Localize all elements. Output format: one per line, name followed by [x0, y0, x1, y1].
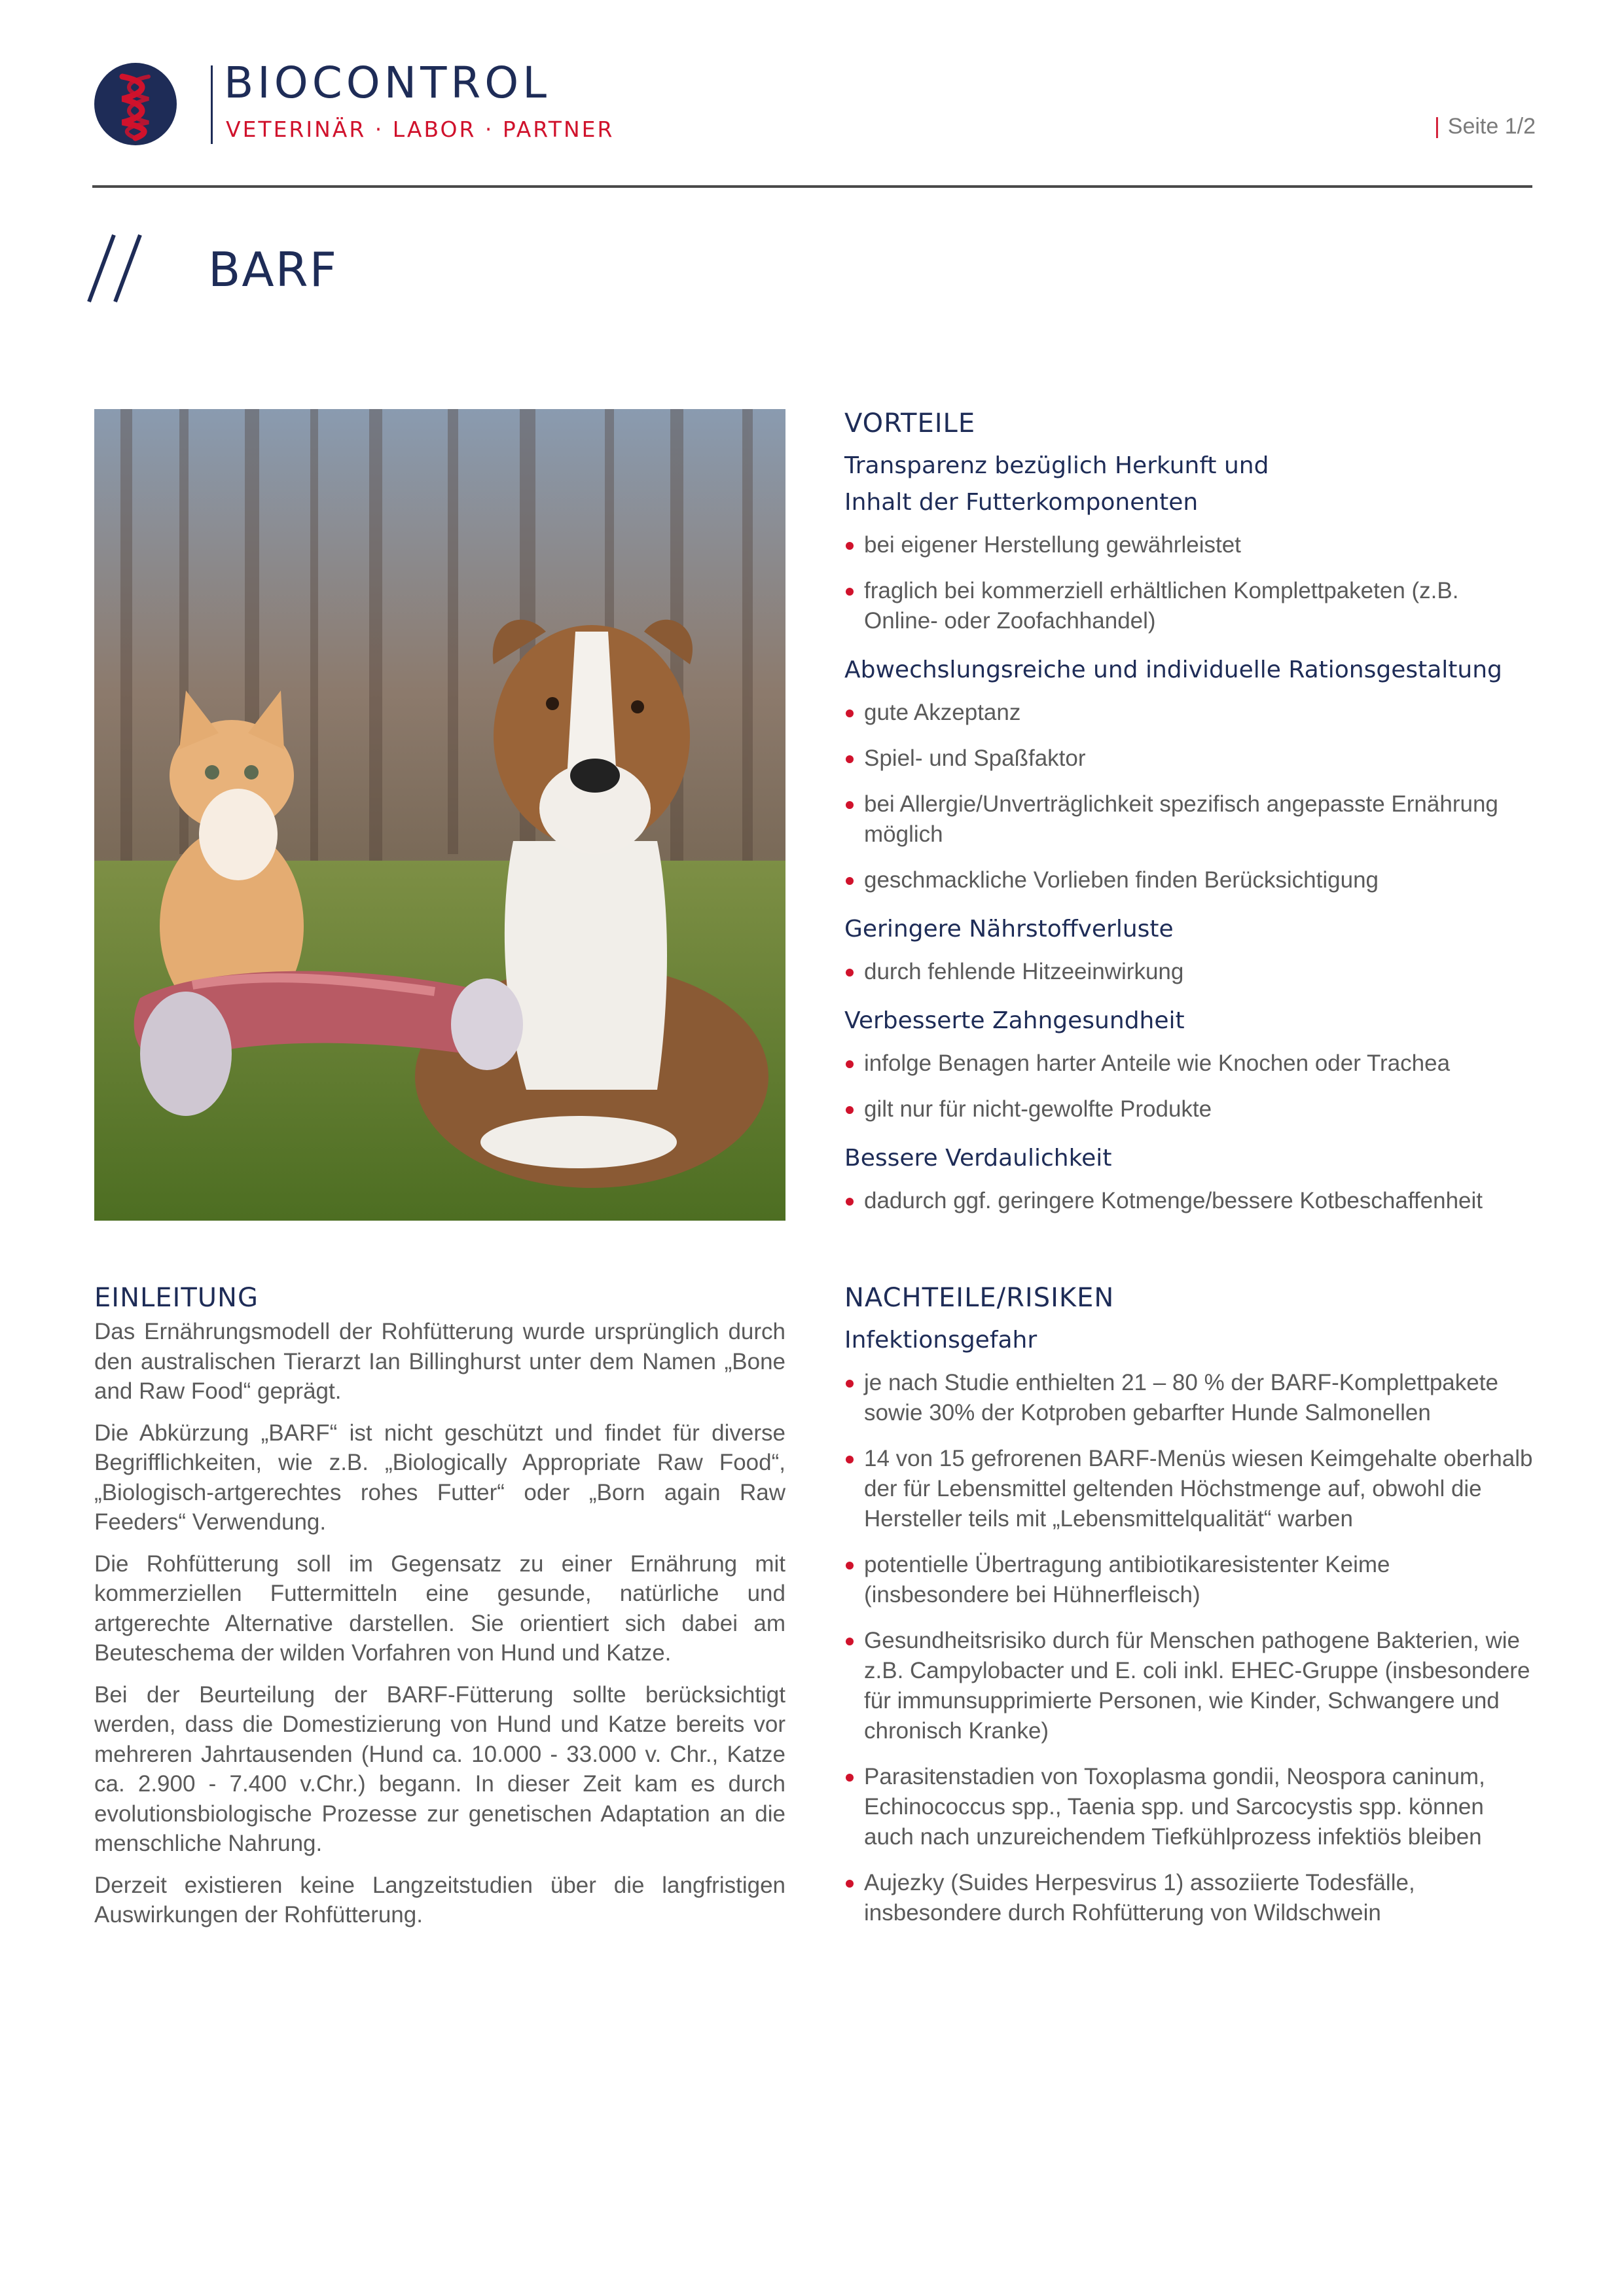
einleitung-paragraph: Bei der Beurteilung der BARF-Fütterung sollte berücksichtigt werden, dass die Domestizierung von Hund und Katze bereits vor mehreren Jahrtausenden (Hund ca. 10.000 - 33.000 v. Chr., Katze ca. 2.900 - 7.400 v.Chr.) begann. In dieser Zeit kam es durch evolutionsbiologische Prozesse zur genetischen Adaptation an die menschliche Nahrung. [94, 1681, 785, 1856]
page-title: BARF [208, 242, 338, 297]
list-item: durch fehlende Hitzeeinwirkung [844, 957, 1538, 987]
vorteile-list-abwechslung [844, 698, 1538, 895]
vorteile-subheading-abwechslung: Abwechslungsreiche und individuelle Rationsgestaltung [844, 656, 1502, 683]
logo-separator [211, 65, 213, 144]
vorteile-list-naehrstoff [844, 957, 1538, 987]
einleitung-paragraph: Das Ernährungsmodell der Rohfütterung wurde ursprünglich durch den australischen Tierarzt Ian Billinghurst unter dem Namen „Bone and Raw Food“ geprägt. [94, 1319, 785, 1404]
list-item: Parasitenstadien von Toxoplasma gondii, Neospora caninum, Echinococcus spp., Taenia spp. und Sarcocystis spp. können auch nach unzureichendem Tiefkühlprozess infektiös bleiben [844, 1762, 1538, 1852]
list-item: bei Allergie/Unverträglichkeit spezifisch angepasste Ernährung möglich [844, 789, 1538, 850]
nachteile-list [844, 1368, 1538, 1928]
vorteile-list-zahn [844, 1049, 1538, 1124]
list-item: gilt nur für nicht-gewolfte Produkte [844, 1094, 1538, 1124]
list-item: Gesundheitsrisiko durch für Menschen pathogene Bakterien, wie z.B. Campylobacter und E. coli inkl. EHEC-Gruppe (insbesondere für immunsupprimierte Personen, wie Kinder, Schwangere und chronisch Kranke) [844, 1626, 1538, 1746]
einleitung-paragraph: Die Rohfütterung soll im Gegensatz zu einer Ernährung mit kommerziellen Futtermitteln eine gesunde, natürliche und artgerechte Alternative darstellen. Sie orientiert sich dabei am Beuteschema der wilden Vorfahren von Hund und Katze. [94, 1551, 785, 1666]
subheading-line: Transparenz bezüglich Herkunft und [844, 452, 1269, 479]
vorteile-subheading-transparenz [844, 448, 1538, 521]
vorteile-heading: VORTEILE [844, 408, 976, 439]
subheading-line: Inhalt der Futterkomponenten [844, 489, 1199, 516]
list-item: Spiel- und Spaßfaktor [844, 744, 1538, 774]
list-item: potentielle Übertragung antibiotikaresistenter Keime (insbesondere bei Hühnerfleisch) [844, 1550, 1538, 1610]
vorteile-subheading-zahn: Verbesserte Zahngesundheit [844, 1007, 1185, 1034]
brand-tagline: VETERINÄR · LABOR · PARTNER [226, 117, 615, 142]
vorteile-list-verdaulichkeit [844, 1186, 1538, 1216]
vorteile-section [844, 408, 1538, 1232]
biocontrol-logo-icon [94, 62, 177, 146]
list-item: geschmackliche Vorlieben finden Berücksichtigung [844, 865, 1538, 895]
nachteile-heading: NACHTEILE/RISIKEN [844, 1283, 1115, 1313]
vorteile-subheading-naehrstoff: Geringere Nährstoffverluste [844, 916, 1174, 942]
list-item: gute Akzeptanz [844, 698, 1538, 728]
list-item: bei eigener Herstellung gewährleistet [844, 530, 1538, 560]
brand-name: BIOCONTROL [224, 58, 550, 108]
einleitung-section [94, 1283, 785, 1942]
list-item: fraglich bei kommerziell erhältlichen Komplettpaketen (z.B. Online- oder Zoofachhandel) [844, 576, 1538, 636]
header-rule [92, 185, 1532, 188]
list-item: dadurch ggf. geringere Kotmenge/bessere Kotbeschaffenheit [844, 1186, 1538, 1216]
list-item: Aujezky (Suides Herpesvirus 1) assoziierte Todesfälle, insbesondere durch Rohfütterung von Wildschwein [844, 1868, 1538, 1928]
nachteile-subheading-infektion: Infektionsgefahr [844, 1327, 1038, 1354]
einleitung-heading: EINLEITUNG [94, 1283, 259, 1313]
page-number [1434, 114, 1536, 139]
einleitung-paragraph: Die Abkürzung „BARF“ ist nicht geschützt und findet für diverse Begrifflichkeiten, wie z.B. „Biologically Appropriate Raw Food“, „Biologisch-artgerechtes rohes Futter“ oder „Born again Raw Feeders“ Verwendung. [94, 1420, 785, 1535]
nachteile-section [844, 1283, 1538, 1944]
double-slash-icon [85, 232, 144, 304]
list-item: infolge Benagen harter Anteile wie Knochen oder Trachea [844, 1049, 1538, 1079]
vorteile-subheading-verdaulichkeit: Bessere Verdaulichkeit [844, 1145, 1112, 1172]
vorteile-list-transparenz [844, 530, 1538, 636]
list-item: 14 von 15 gefrorenen BARF-Menüs wiesen Keimgehalte oberhalb der für Lebensmittel geltenden Höchstmenge auf, obwohl die Hersteller teils mit „Lebensmittelqualität“ warben [844, 1444, 1538, 1534]
einleitung-paragraph: Derzeit existieren keine Langzeitstudien über die langfristigen Auswirkungen der Rohfütterung. [94, 1872, 785, 1928]
list-item: je nach Studie enthielten 21 – 80 % der BARF-Komplettpakete sowie 30% der Kotproben gebarfter Hunde Salmonellen [844, 1368, 1538, 1428]
page-number-text: Seite 1/2 [1447, 114, 1536, 139]
page-number-divider: | [1434, 114, 1440, 139]
cat-and-dog-photo [94, 409, 785, 1221]
